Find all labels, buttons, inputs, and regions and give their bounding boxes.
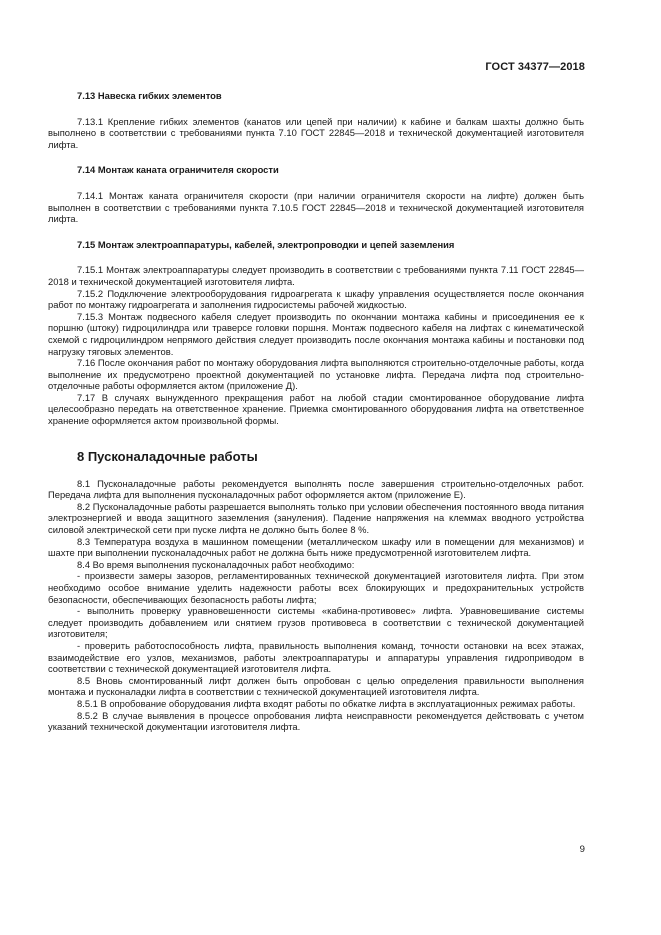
section-8-heading: 8 Пусконаладочные работы [77, 448, 258, 464]
paragraph-8-5: 8.5 Вновь смонтированный лифт должен быть опробован с целью определения правильности выполнения монтажа и пусконаладки лифта в соответствии с технической документацией изготовителя лифта. [48, 674, 584, 698]
section-7-14-heading: 7.14 Монтаж каната ограничителя скорости [77, 164, 279, 176]
paragraph-8-4: 8.4 Во время выполнения пусконаладочных работ необходимо: [77, 558, 355, 570]
standard-code: ГОСТ 34377—2018 [485, 61, 585, 73]
paragraph-8-1: 8.1 Пусконаладочные работы рекомендуется выполнять после завершения строительно-отделочных работ. Передача лифта для выполнения пусконаладочных работ оформляется актом (приложение Е). [48, 477, 584, 501]
paragraph-8-2: 8.2 Пусконаладочные работы разрешается выполнять только при условии обеспечения постоянного ввода питания электроэнергией и ввода защитного заземления (зануления). Падение напряжения на клеммах вводного устройства силовой электрической сети при пуске лифта не должно быть более 8 %. [48, 500, 584, 536]
paragraph-7-15-2: 7.15.2 Подключение электрооборудования гидроагрегата к шкафу управления осуществляется после окончания работ по монтажу гидроагрегата и заполнения гидросистемы рабочей жидкостью. [48, 287, 584, 311]
list-item-8-4-check: - проверить работоспособность лифта, правильность выполнения команд, точности остановки на всех этажах, взаимодействие его узлов, механизмов, работы электроаппаратуры и аппаратуры управления гидроприводом в соответствии с технической документацией изготовителя лифта. [48, 639, 584, 675]
paragraph-7-15-1: 7.15.1 Монтаж электроаппаратуры следует производить в соответствии с требованиями пункта 7.11 ГОСТ 22845—2018 и технической документацией изготовителя лифта. [48, 264, 584, 287]
section-7-15-heading: 7.15 Монтаж электроаппаратуры, кабелей, электропроводки и цепей заземления [77, 238, 455, 250]
paragraph-7-15-3: 7.15.3 Монтаж подвесного кабеля следует производить по окончании монтажа кабины и присоединения ее к поршню (штоку) гидроцилиндра или траверсе головки поршня. Монтаж подвесного кабеля на лифтах с кинематической схемой с гидроцилиндром непрямого действия следует производить после окончания монтажа кабины и постановки под нагрузку тяговых элементов. [48, 310, 584, 357]
paragraph-8-3: 8.3 Температура воздуха в машинном помещении (металлическом шкафу или в помещении для механизмов) и шахте при выполнении пусконаладочных работ не должна быть ниже предусмотренной изготовителем лифта. [48, 535, 584, 559]
list-item-8-4-balance: - выполнить проверку уравновешенности системы «кабина-противовес» лифта. Уравновешивание системы следует производить добавлением или снятием грузов противовеса в соответствии с технической документацией изготовителя; [48, 605, 584, 640]
page-body [48, 90, 584, 733]
paragraph-8-5-1: 8.5.1 В опробование оборудования лифта входят работы по обкатке лифта в эксплуатационных режимах работы. [77, 697, 576, 709]
paragraph-7-14-1: 7.14.1 Монтаж каната ограничителя скорости (при наличии ограничителя скорости на лифте) должен быть выполнен в соответствии с требованиями пункта 7.10.5 ГОСТ 22845—2018 и технической документацией изготовителя лифта. [48, 189, 584, 225]
paragraph-8-5-2: 8.5.2 В случае выявления в процессе опробования лифта неисправности рекомендуется действовать с учетом указаний технической документации изготовителя лифта. [48, 709, 584, 733]
paragraph-7-13-1: 7.13.1 Крепление гибких элементов (канатов или цепей при наличии) к кабине и балкам шахты должно быть выполнено в соответствии с требованиями пункта 7.10 ГОСТ 22845—2018 и технической документацией изготовителя лифта. [48, 115, 584, 150]
paragraph-7-17: 7.17 В случаях вынужденного прекращения работ на любой стадии смонтированное оборудование лифта целесообразно передать на ответственное хранение. Приемка смонтированного оборудования лифта на ответственное хранение оформляется актом произвольной формы. [48, 391, 584, 427]
page-number: 9 [579, 844, 585, 855]
list-item-8-4-measure: - произвести замеры зазоров, регламентированных технической документацией изготовителя лифта. При этом необходимо особое внимание уделить надежности работы всех блокирующих и предохранительных устройств безопасности, обеспечивающих безопасность работы лифта; [48, 570, 584, 605]
paragraph-7-16: 7.16 После окончания работ по монтажу оборудования лифта выполняются строительно-отделочные работы, когда выполнение их предусмотрено проектной документацией по установке лифта. Передача лифта под строительно-отделочные работы оформляется актом (приложение Д). [48, 357, 584, 392]
section-7-13-heading: 7.13 Навеска гибких элементов [77, 90, 222, 101]
